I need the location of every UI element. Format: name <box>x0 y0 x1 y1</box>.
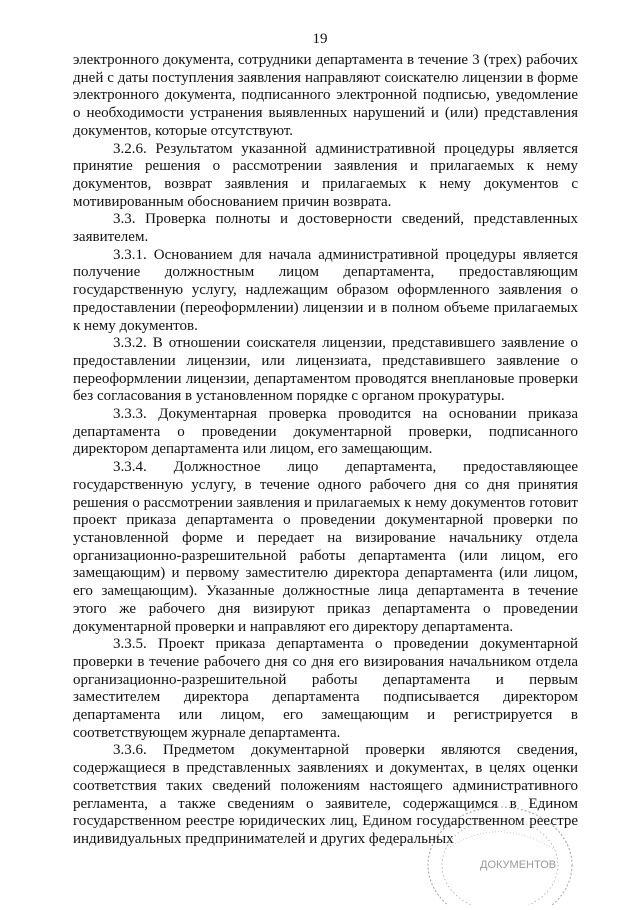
document-body <box>73 52 578 849</box>
paragraph-3-3-5: 3.3.5. Проект приказа департамента о проведении документарной проверки в течение рабочего дня со дня его визирования начальником отдела организационно-разрешительной работы департамента и первым заместителем директора департамента подписывается директором департамента или лицом, его замещающим и регистрируется в соответствующем журнале департамента. <box>73 636 578 741</box>
stamp-seal-icon <box>420 795 580 905</box>
paragraph-3-3-4: 3.3.4. Должностное лицо департамента, предоставляющее государственную услугу, в течение одного рабочего дня со дня принятия решения о рассмотрении заявления и прилагаемых к нему документов готовит проект приказа департамента о проведении документарной проверки по установленной форме и передает на визирование начальнику отдела организационно-разрешительной работы департамента (или лицом, его замещающим) и первому заместителю директора департамента (или лицом, его замещающим). Указанные должностные лица департамента в течение этого же рабочего дня визируют приказ департамента о проведении документарной проверки и направляют его директору департамента. <box>73 459 578 635</box>
paragraph-3-3: 3.3. Проверка полноты и достоверности сведений, представленных заявителем. <box>73 211 578 246</box>
paragraph-3-3-2: 3.3.2. В отношении соискателя лицензии, представившего заявление о предоставлении лицензии, или лицензиата, представившего заявление о переоформлении лицензии, департаментом проводятся внеплановые проверки без согласования в установленном порядке с органом прокуратуры. <box>73 335 578 405</box>
paragraph-3-3-6: 3.3.6. Предметом документарной проверки являются сведения, содержащиеся в представленных заявлениях и документах, в целях оценки соответствия таких сведений положениям настоящего административного регламента, а также сведениям о заявителе, содержащимся в Едином государственном реестре юридических лиц, Едином государственном реестре индивидуальных предпринимателей и других федеральных <box>73 742 578 847</box>
paragraph-3-2-6: 3.2.6. Результатом указанной административной процедуры является принятие решения о рассмотрении заявления и прилагаемых к нему документов, возврат заявления и прилагаемых к нему документов с мотивированным обоснованием причин возврата. <box>73 140 578 210</box>
paragraph-3-3-1: 3.3.1. Основанием для начала административной процедуры является получение должностным лицом департамента, предоставляющим государственную услугу, надлежащим образом оформленного заявления о предоставлении (переоформлении) лицензии и в полном объеме прилагаемых к нему документов. <box>73 246 578 334</box>
official-stamp <box>420 795 580 905</box>
stamp-text: ДОКУМЕНТОВ <box>480 859 557 871</box>
paragraph-continuation: электронного документа, сотрудники департамента в течение 3 (трех) рабочих дней с даты поступления заявления направляют соискателю лицензии в форме электронного документа, подписанного электронной подписью, уведомление о необходимости устранения выявленных нарушений и (или) представления документов, которые отсутствуют. <box>73 52 578 139</box>
paragraph-3-3-3: 3.3.3. Документарная проверка проводится на основании приказа департамента о проведении документарной проверки, подписанного директором департамента или лицом, его замещающим. <box>73 406 578 458</box>
page-number: 19 <box>312 31 328 47</box>
